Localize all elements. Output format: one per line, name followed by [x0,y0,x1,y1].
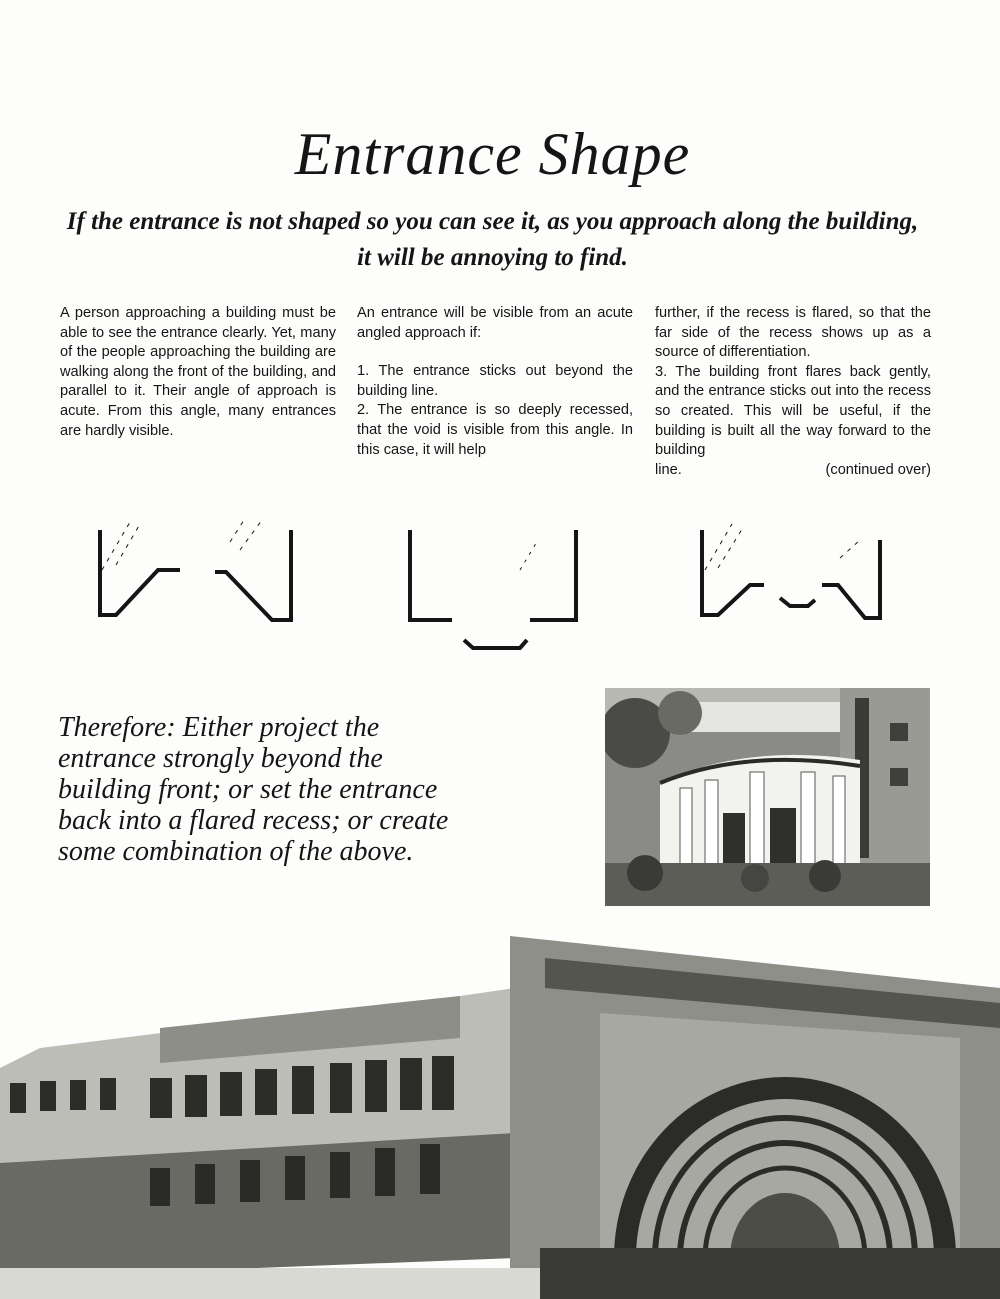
text-column-2 [357,304,633,460]
continued-row [655,461,931,481]
continued-note: (continued over) [825,461,931,478]
page-title: Entrance Shape [294,121,691,187]
porticoed-entrance-photo [605,688,930,906]
list-item-3: 3. The building front flares back gently, and the entrance sticks out into the recess so created. This will be useful, if the building is built all the way forward to the building [655,363,931,459]
diagram-recessed [410,530,576,648]
text-column-1 [60,304,336,441]
text-column-3 [655,304,931,480]
diagram-projecting [100,520,291,620]
paragraph-flared-recess: further, if the recess is flared, so that the far side of the recess shows up as a source of differentiation. [655,305,931,361]
last-word: line. [655,461,682,478]
conclusion-statement: Therefore: Either project the entrance strongly beyond the building front; or set the entrance back into a flared recess; or create some combination of the above. [58,712,449,867]
arched-entrance-building-photo [0,928,1000,1299]
paragraph-approach: A person approaching a building must be able to see the entrance clearly. Yet, many of the people approaching the building are walking along the front of the building, and parallel to it. Their angle of approach is acute. From this angle, many entrances are hardly visible. [60,305,336,439]
diagram-flared [702,524,880,618]
list-item-2: 2. The entrance is so deeply recessed, that the void is visible from this angle. In this case, it will help [357,402,633,458]
paragraph-visibility-intro: An entrance will be visible from an acute angled approach if: [357,305,633,341]
page-subtitle: If the entrance is not shaped so you can see it, as you approach along the building, it will be annoying to find. [66,208,919,271]
entrance-diagrams [80,510,910,670]
list-item-1: 1. The entrance sticks out beyond the building line. [357,363,633,399]
